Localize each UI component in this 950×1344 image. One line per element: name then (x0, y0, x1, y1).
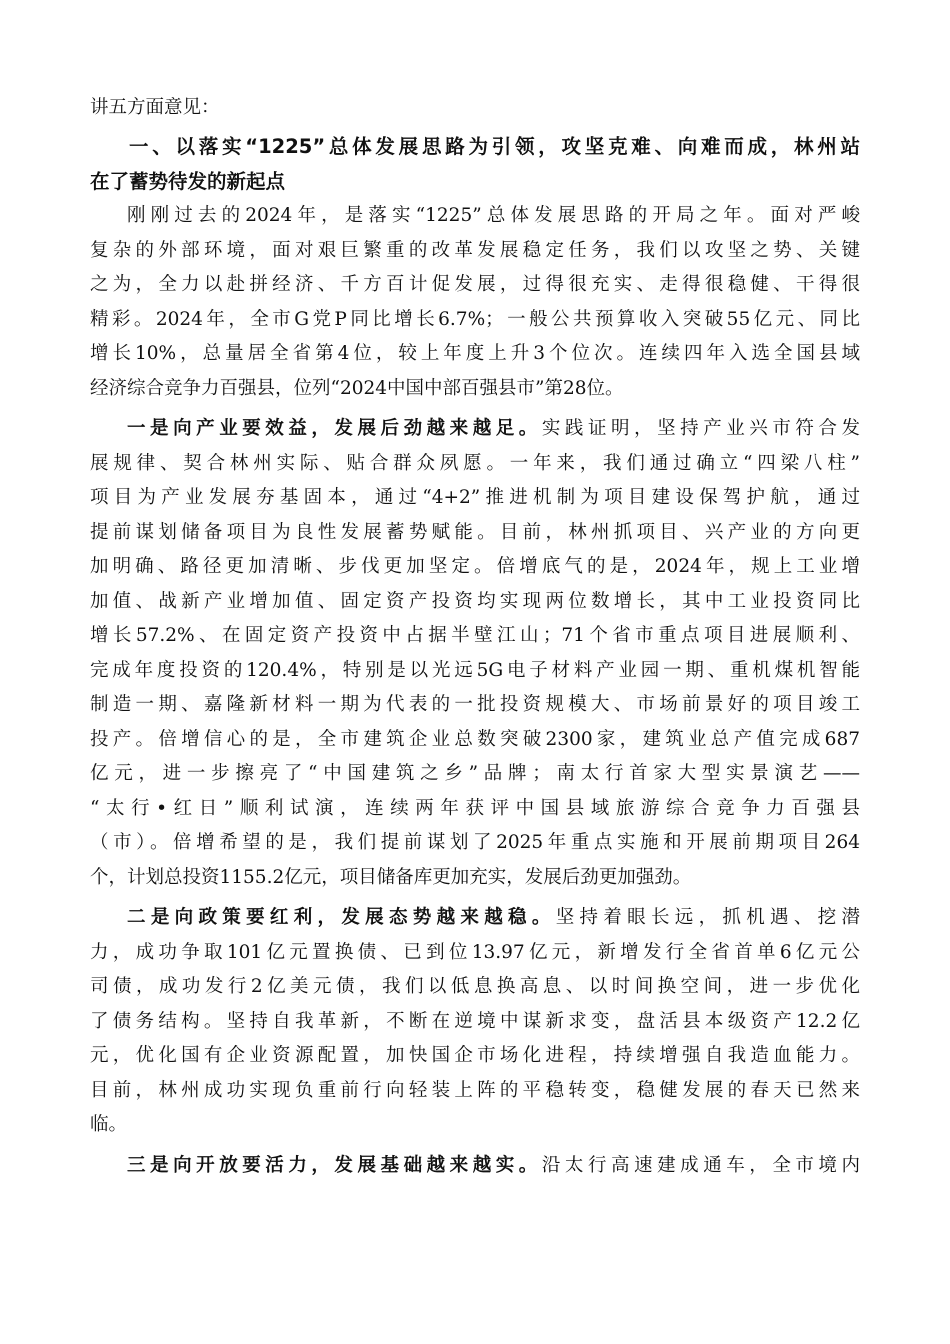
paragraph-line: 增长10%，总量居全省第4位，较上年度上升3个位次。连续四年入选全国县域 (90, 343, 860, 364)
paragraph-line: 之为，全力以赴拼经济、千方百计促发展，过得很充实、走得很稳健、干得很 (90, 274, 860, 295)
paragraph-first-line (90, 1149, 860, 1184)
paragraph-line: 展规律、契合林州实际、贴合群众夙愿。一年来，我们通过确立“四梁八柱” (90, 452, 860, 474)
paragraph-line: 投产。倍增信心的是，全市建筑企业总数突破2300家，建筑业总产值完成687 (90, 728, 860, 750)
paragraph-line: 增长57.2%、在固定资产投资中占据半壁江山；71个省市重点项目进展顺利、 (90, 625, 860, 646)
paragraph-line: 制造一期、嘉隆新材料一期为代表的一批投资规模大、市场前景好的项目竣工 (90, 694, 860, 715)
paragraph-lead: 一是向产业要效益，发展后劲越来越足。 (127, 418, 542, 439)
paragraph-line: 复杂的外部环境，面对艰巨繁重的改革发展稳定任务，我们以攻坚之势、关键 (90, 239, 860, 261)
paragraph-line: 司债，成功发行2亿美元债，我们以低息换高息、以时间换空间，进一步优化 (90, 976, 860, 997)
paragraph-line: 刚刚过去的2024年，是落实“1225”总体发展思路的开局之年。面对严峻 (127, 205, 860, 226)
paragraph-line: 目前，林州成功实现负重前行向轻装上阵的平稳转变，稳健发展的春天已然来 (90, 1079, 860, 1101)
paragraph-text: 沿太行高速建成通车，全市境内 (541, 1154, 860, 1176)
paragraph-line: 了债务结构。坚持自我革新，不断在逆境中谋新求变，盘活县本级资产12.2亿 (90, 1010, 860, 1032)
paragraph-line: 元，优化国有企业资源配置，加快国企市场化进程，持续增强自我造血能力。 (90, 1045, 860, 1066)
paragraph-line: 提前谋划储备项目为良性发展蓄势赋能。目前，林州抓项目、兴产业的方向更 (90, 521, 860, 543)
paragraph-text: 坚持着眼长远，抓机遇、挖潜 (555, 907, 860, 928)
paragraph-lead: 三是向开放要活力，发展基础越来越实。 (127, 1154, 542, 1176)
paragraph-line: 亿元，进一步擦亮了“中国建筑之乡”品牌；南太行首家大型实景演艺—— (90, 763, 860, 784)
paragraph-overview (90, 199, 860, 406)
paragraph-line: 精彩。2024年，全市G党P同比增长6.7%；一般公共预算收入突破55亿元、同比 (90, 308, 860, 330)
section-heading (90, 130, 860, 199)
paragraph-industry (90, 412, 860, 895)
paragraph-opening-up (90, 1149, 860, 1184)
paragraph-line: 经济综合竞争力百强县，位列“2024中国中部百强县市”第28位。 (90, 377, 624, 399)
paragraph-line: 加明确、路径更加清晰、步伐更加坚定。倍增底气的是，2024年，规上工业增 (90, 556, 860, 577)
heading-line: 在了蓄势待发的新起点 (90, 169, 286, 193)
intro-line: 讲五方面意见： (90, 97, 220, 118)
paragraph-line: 项目为产业发展夯基固本，通过“4+2”推进机制为项目建设保驾护航，通过 (90, 487, 860, 508)
paragraph-policy (90, 901, 860, 1143)
paragraph-text: 实践证明，坚持产业兴市符合发 (541, 418, 860, 439)
paragraph-line: 个，计划总投资1155.2亿元，项目储备库更加充实，发展后劲更加强劲。 (90, 866, 692, 888)
paragraph-line: “太行•红日”顺利试演，连续两年获评中国县域旅游综合竞争力百强县 (90, 797, 860, 819)
paragraph-lead: 二是向政策要红利，发展态势越来越稳。 (127, 907, 556, 928)
paragraph-line: 加值、战新产业增加值、固定资产投资均实现两位数增长，其中工业投资同比 (90, 590, 860, 612)
paragraph-first-line (90, 901, 860, 936)
heading-line: 一、以落实“1225”总体发展思路为引领，攻坚克难、向难而成，林州站 (129, 135, 860, 158)
paragraph-line: （市）。倍增希望的是，我们提前谋划了2025年重点实施和开展前期项目264 (90, 832, 860, 853)
paragraph-line: 力，成功争取101亿元置换债、已到位13.97亿元，新增发行全省首单6亿元公 (90, 941, 860, 963)
document-body (90, 88, 860, 1183)
paragraph-first-line (90, 412, 860, 447)
paragraph-line: 完成年度投资的120.4%，特别是以光远5G电子材料产业园一期、重机煤机智能 (90, 659, 860, 681)
paragraph-line: 临。 (90, 1114, 128, 1135)
